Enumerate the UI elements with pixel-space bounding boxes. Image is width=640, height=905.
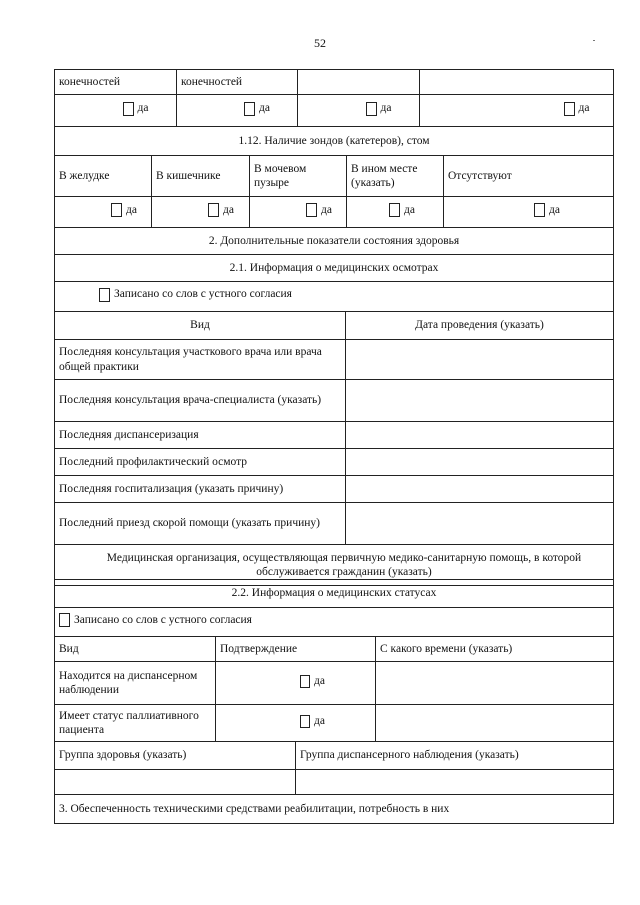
statuses-consent-row — [55, 608, 614, 637]
exam-row-label: Последняя консультация врача-специалиста (указать) — [55, 380, 346, 422]
statuses-col-since: С какого времени (указать) — [376, 637, 614, 662]
yes-label: да — [404, 203, 415, 216]
consent-checkbox[interactable] — [99, 288, 110, 302]
checkbox[interactable] — [389, 203, 400, 217]
section-3-title: 3. Обеспеченность техническими средствами реабилитации, потребность в них — [55, 795, 614, 824]
exam-row-label: Последняя госпитализация (указать причину) — [55, 476, 346, 503]
yes-label: да — [137, 102, 149, 115]
yes-label: да — [259, 102, 270, 115]
health-group-input[interactable] — [55, 770, 296, 795]
exams-table — [54, 227, 614, 586]
exam-row-label: Последний профилактический осмотр — [55, 449, 346, 476]
checkbox[interactable] — [534, 203, 545, 217]
checkbox[interactable] — [306, 203, 317, 217]
limbs-header-4 — [420, 70, 614, 95]
checkbox[interactable] — [366, 102, 377, 116]
disp-group-label: Группа диспансерного наблюдения (указать) — [296, 742, 614, 770]
yes-label: да — [380, 102, 392, 115]
status-since-input[interactable] — [376, 705, 614, 742]
checkbox[interactable] — [123, 102, 134, 116]
limbs-yes-cell-3 — [298, 95, 420, 127]
checkbox[interactable] — [300, 715, 310, 728]
exam-row-label: Последняя диспансеризация — [55, 422, 346, 449]
form-block-top — [54, 69, 613, 586]
statuses-title: 2.2. Информация о медицинских статусах — [55, 580, 614, 608]
limbs-table — [54, 69, 614, 127]
status-since-input[interactable] — [376, 662, 614, 705]
yes-label: да — [223, 203, 234, 216]
status-row-label: Имеет статус паллиативного пациента — [55, 705, 216, 742]
page-number: 52 — [314, 36, 326, 50]
exams-col-type: Вид — [55, 312, 346, 340]
limbs-header-3 — [298, 70, 420, 95]
checkbox[interactable] — [564, 102, 575, 116]
exam-date-input[interactable] — [346, 503, 614, 545]
limbs-yes-cell-2 — [177, 95, 298, 127]
exam-row-label: Последняя консультация участкового врача или врача общей практики — [55, 340, 346, 380]
probe-yes-cell-2 — [152, 197, 250, 228]
statuses-col-confirm: Подтверждение — [216, 637, 376, 662]
exam-date-input[interactable] — [346, 380, 614, 422]
probe-intestine: В кишечнике — [152, 156, 250, 197]
probes-title: 1.12. Наличие зондов (катетеров), стом — [55, 127, 614, 156]
statuses-col-type: Вид — [55, 637, 216, 662]
consent-checkbox[interactable] — [59, 613, 70, 627]
statuses-table — [54, 579, 614, 824]
probes-table — [54, 126, 614, 228]
checkbox[interactable] — [208, 203, 219, 217]
yes-label: да — [321, 203, 332, 216]
checkbox[interactable] — [244, 102, 255, 116]
exams-title: 2.1. Информация о медицинских осмотрах — [55, 255, 614, 282]
yes-label: да — [126, 203, 137, 216]
consent-label: Записано со слов с устного согласия — [74, 613, 252, 626]
disp-group-input[interactable] — [296, 770, 614, 795]
form-block-statuses — [54, 579, 613, 824]
probe-stomach: В желудке — [55, 156, 152, 197]
section-2-title: 2. Дополнительные показатели состояния здоровья — [55, 228, 614, 255]
limbs-header-1: конечностей — [55, 70, 177, 95]
consent-label: Записано со слов с устного согласия — [114, 288, 292, 301]
limbs-header-2: конечностей — [177, 70, 298, 95]
yes-label: да — [314, 714, 325, 727]
status-confirm-cell — [216, 705, 376, 742]
exams-col-date: Дата проведения (указать) — [346, 312, 614, 340]
limbs-yes-cell-4 — [420, 95, 614, 127]
yes-label: да — [314, 674, 325, 687]
probe-bladder: В мочевом пузыре — [250, 156, 347, 197]
probe-yes-cell-4 — [347, 197, 444, 228]
yes-label: да — [578, 102, 590, 115]
limbs-yes-cell-1 — [55, 95, 177, 127]
scan-dot — [593, 40, 595, 41]
medical-org-row: Медицинская организация, осуществляющая первичную медико-санитарную помощь, в которой обслуживается гражданин (указать) — [55, 545, 614, 586]
exams-consent-row — [55, 282, 614, 312]
status-confirm-cell — [216, 662, 376, 705]
exam-date-input[interactable] — [346, 340, 614, 380]
health-group-label: Группа здоровья (указать) — [55, 742, 296, 770]
exam-date-input[interactable] — [346, 476, 614, 503]
probe-absent: Отсутствуют — [444, 156, 614, 197]
yes-label: да — [549, 203, 560, 216]
checkbox[interactable] — [111, 203, 122, 217]
status-row-label: Находится на диспансерном наблюдении — [55, 662, 216, 705]
probe-yes-cell-3 — [250, 197, 347, 228]
exam-date-input[interactable] — [346, 449, 614, 476]
probe-yes-cell-5 — [444, 197, 614, 228]
checkbox[interactable] — [300, 675, 310, 688]
exam-row-label: Последний приезд скорой помощи (указать причину) — [55, 503, 346, 545]
exam-date-input[interactable] — [346, 422, 614, 449]
probe-yes-cell-1 — [55, 197, 152, 228]
probe-other: В ином месте (указать) — [347, 156, 444, 197]
